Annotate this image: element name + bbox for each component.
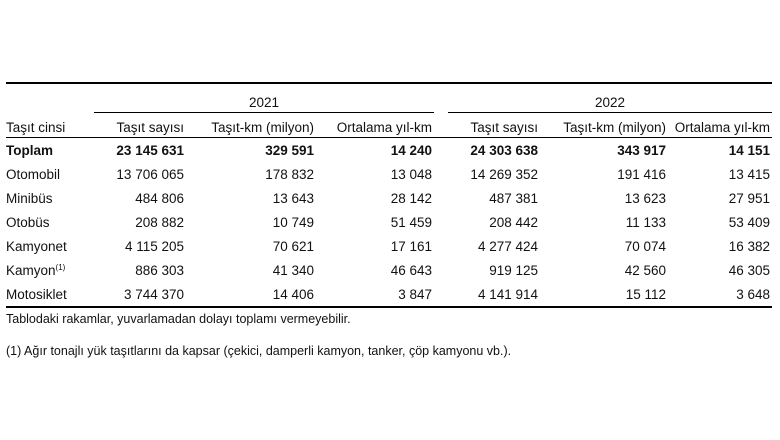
table-row	[6, 234, 772, 258]
vehicle-type-text: Minibüs	[6, 190, 53, 206]
avg-annual-km-2022-cell: 53 409	[728, 214, 770, 230]
vehicle-km-2021-cell: 178 832	[265, 166, 314, 182]
vehicle-type-text: Motosiklet	[6, 286, 67, 302]
table-row	[6, 162, 772, 186]
col-header-vehicle-km-2021: Taşıt-km (milyon)	[186, 113, 316, 138]
table-body	[6, 138, 772, 307]
row-header-vehicle-type: Taşıt cinsi	[6, 113, 94, 138]
avg-annual-km-2021-cell: 3 847	[398, 286, 432, 302]
vehicle-km-2021-cell: 13 643	[272, 190, 314, 206]
vehicle-type-label	[6, 138, 94, 163]
vehicle-count-2022-cell: 4 277 424	[477, 238, 538, 254]
avg-annual-km-2022-cell: 27 951	[728, 190, 770, 206]
vehicle-type-text: Otobüs	[6, 214, 50, 230]
vehicle-km-2021-cell: 10 749	[272, 214, 314, 230]
vehicle-type-label	[6, 186, 94, 210]
avg-annual-km-2021-cell: 17 161	[390, 238, 432, 254]
vehicle-count-2022-cell: 919 125	[489, 262, 538, 278]
vehicle-statistics-table	[6, 84, 772, 306]
vehicle-km-2021-cell: 41 340	[272, 262, 314, 278]
vehicle-count-2021-cell: 208 882	[135, 214, 184, 230]
table-row	[6, 210, 772, 234]
avg-annual-km-2022-cell: 16 382	[728, 238, 770, 254]
avg-annual-km-2022-cell: 14 151	[728, 142, 770, 158]
vehicle-count-2021-cell: 3 744 370	[123, 286, 184, 302]
vehicle-type-label	[6, 282, 94, 306]
vehicle-type-text: Kamyonet	[6, 238, 67, 254]
avg-annual-km-2021-cell: 13 048	[390, 166, 432, 182]
vehicle-type-label	[6, 234, 94, 258]
avg-annual-km-2022-cell: 13 415	[728, 166, 770, 182]
vehicle-count-2022-cell: 14 269 352	[470, 166, 538, 182]
vehicle-count-2021-cell: 886 303	[135, 262, 184, 278]
vehicle-count-2021-cell: 23 145 631	[116, 142, 184, 158]
avg-annual-km-2021-cell: 14 240	[390, 142, 432, 158]
vehicle-km-2022-cell: 13 623	[624, 190, 666, 206]
vehicle-km-2022-cell: 11 133	[625, 214, 666, 230]
avg-annual-km-2021-cell: 46 643	[390, 262, 432, 278]
vehicle-km-2022-cell: 191 416	[617, 166, 666, 182]
vehicle-type-text: Otomobil	[6, 166, 61, 182]
footnote-marker: (1)	[55, 262, 66, 272]
vehicle-type-label	[6, 162, 94, 186]
footnote-1: (1) Ağır tonajlı yük taşıtlarını da kapsar (çekici, damperli kamyon, tanker, çöp kamyonu vb.).	[6, 344, 512, 358]
avg-annual-km-2022-cell: 46 305	[728, 262, 770, 278]
avg-annual-km-2021-cell: 28 142	[390, 190, 432, 206]
year-header-row	[6, 84, 772, 113]
year-2022-header: 2022	[448, 84, 772, 113]
table-row	[6, 258, 772, 282]
vehicle-count-2022-cell: 208 442	[489, 214, 538, 230]
col-header-vehicle-count-2021: Taşıt sayısı	[94, 113, 186, 138]
vehicle-count-2022-cell: 4 141 914	[477, 286, 538, 302]
vehicle-km-2021-cell: 14 406	[272, 286, 314, 302]
table-bottom-rule	[6, 306, 772, 308]
vehicle-count-2021-cell: 13 706 065	[116, 166, 184, 182]
vehicle-type-text: Toplam	[6, 142, 53, 158]
table-row	[6, 282, 772, 306]
table-row	[6, 186, 772, 210]
table-row	[6, 138, 772, 163]
col-header-vehicle-km-2022: Taşıt-km (milyon)	[540, 113, 668, 138]
year-2021-header: 2021	[94, 84, 434, 113]
vehicle-km-2021-cell: 70 621	[272, 238, 314, 254]
col-header-avg-annual-km-2022: Ortalama yıl-km	[668, 113, 772, 138]
vehicle-km-2022-cell: 343 917	[617, 142, 666, 158]
vehicle-count-2022-cell: 24 303 638	[470, 142, 538, 158]
rounding-note: Tablodaki rakamlar, yuvarlamadan dolayı toplamı vermeyebilir.	[6, 312, 351, 326]
vehicle-km-2022-cell: 42 560	[624, 262, 666, 278]
vehicle-km-2022-cell: 70 074	[624, 238, 666, 254]
vehicle-count-2021-cell: 484 806	[135, 190, 184, 206]
vehicle-statistics-table-container	[6, 82, 772, 308]
vehicle-count-2022-cell: 487 381	[489, 190, 538, 206]
column-header-row	[6, 113, 772, 138]
vehicle-count-2021-cell: 4 115 205	[124, 238, 184, 254]
vehicle-km-2022-cell: 15 112	[625, 286, 666, 302]
col-header-vehicle-count-2022: Taşıt sayısı	[448, 113, 540, 138]
table-notes	[6, 311, 511, 375]
col-header-avg-annual-km-2021: Ortalama yıl-km	[316, 113, 434, 138]
avg-annual-km-2022-cell: 3 648	[736, 286, 770, 302]
vehicle-type-label	[6, 210, 94, 234]
vehicle-type-label	[6, 258, 94, 282]
vehicle-km-2021-cell: 329 591	[265, 142, 314, 158]
vehicle-type-text: Kamyon	[6, 262, 56, 278]
avg-annual-km-2021-cell: 51 459	[390, 214, 432, 230]
